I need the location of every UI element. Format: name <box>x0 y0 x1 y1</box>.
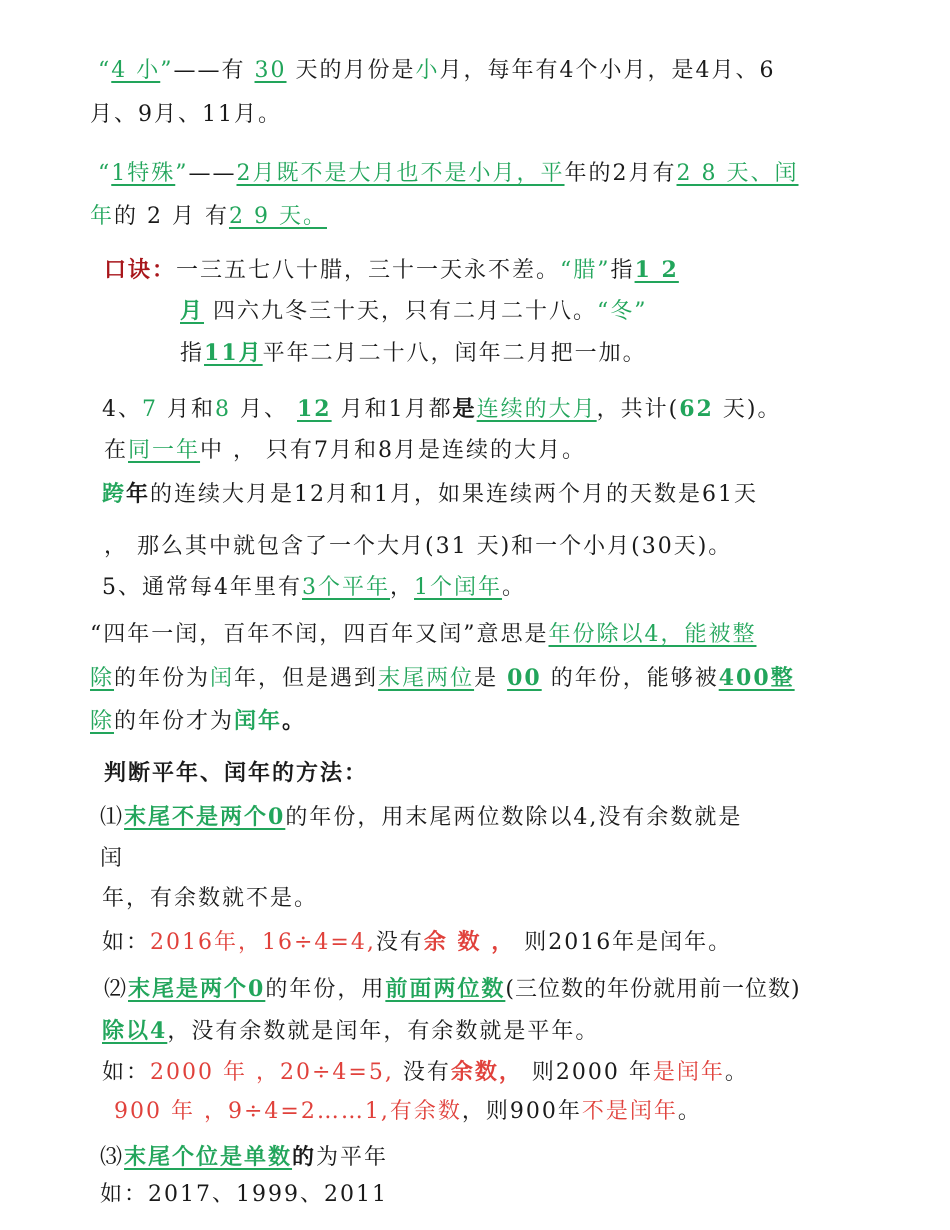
case-1-wrap: 闰 <box>100 846 125 871</box>
case-2-line-1: ⑵末尾是两个0的年份，用前面两位数(三位数的年份就用前一位数) <box>104 976 801 1002</box>
case-1-line-1: ⑴末尾不是两个0的年份，用末尾两位数除以4,没有余数就是 <box>100 804 743 830</box>
example-2: 如：2000 年 ，20÷4=5, 没有余数， 则2000 年是闰年。 <box>102 1059 749 1085</box>
rhyme-line-1: 口诀：一三五七八十腊，三十一天永不差。“腊”指1 2 <box>104 257 679 283</box>
case-3-line: ⑶末尾个位是单数的为平年 <box>100 1144 389 1170</box>
february-line-1: “1特殊”——2月既不是大月也不是小月，平年的2月有2 8 天、闰 <box>98 161 799 186</box>
case-1-line-2: 年，有余数就不是。 <box>102 886 319 911</box>
consecutive-line-3: 跨年的连续大月是12月和1月，如果连续两个月的天数是61天 <box>102 481 759 507</box>
four-small: 4 小 <box>111 58 161 83</box>
consecutive-line-2: 在同一年中 ， 只有7月和8月是连续的大月。 <box>104 438 587 463</box>
small-month-line-1: “4 小”——有 30 天的月份是小月，每年有4个小月，是4月、6 <box>98 58 776 83</box>
example-3: 900 年 ，9÷4=2……1,有余数，则900年不是闰年。 <box>114 1099 702 1124</box>
rhyme-line-3: 指11月平年二月二十八，闰年二月把一加。 <box>180 340 647 366</box>
example-1: 如：2016年，16÷4=4,没有余 数 ， 则2016年是闰年。 <box>102 929 733 955</box>
leap-count-line: 5、通常每4年里有3个平年，1个闰年。 <box>102 575 527 600</box>
leap-rule-line-3: 除的年份才为闰年。 <box>90 708 307 734</box>
example-4: 如：2017、1999、2011 <box>100 1182 388 1207</box>
case-2-line-2: 除以4，没有余数就是闰年，有余数就是平年。 <box>102 1018 600 1044</box>
rhyme-line-2: 月 四六九冬三十天，只有二月二十八。“冬” <box>180 298 648 324</box>
consecutive-line-1: 4、7 月和8 月、 12 月和1月都是连续的大月，共计(62 天)。 <box>102 396 782 422</box>
consecutive-line-4: ， 那么其中就包含了一个大月(31 天)和一个小月(30天)。 <box>104 534 733 559</box>
method-title: 判断平年、闰年的方法： <box>104 760 369 786</box>
leap-rule-line-2: 除的年份为闰年，但是遇到末尾两位是 00 的年份，能够被400整 <box>90 665 795 691</box>
rhyme-label: 口诀： <box>104 257 177 283</box>
small-month-line-2: 月、9月、11月。 <box>90 102 282 127</box>
february-line-2: 年的 2 月 有2 9 天。 <box>90 204 327 229</box>
leap-rule-line-1: “四年一闰，百年不闰，四百年又闰”意思是年份除以4，能被整 <box>90 622 757 647</box>
